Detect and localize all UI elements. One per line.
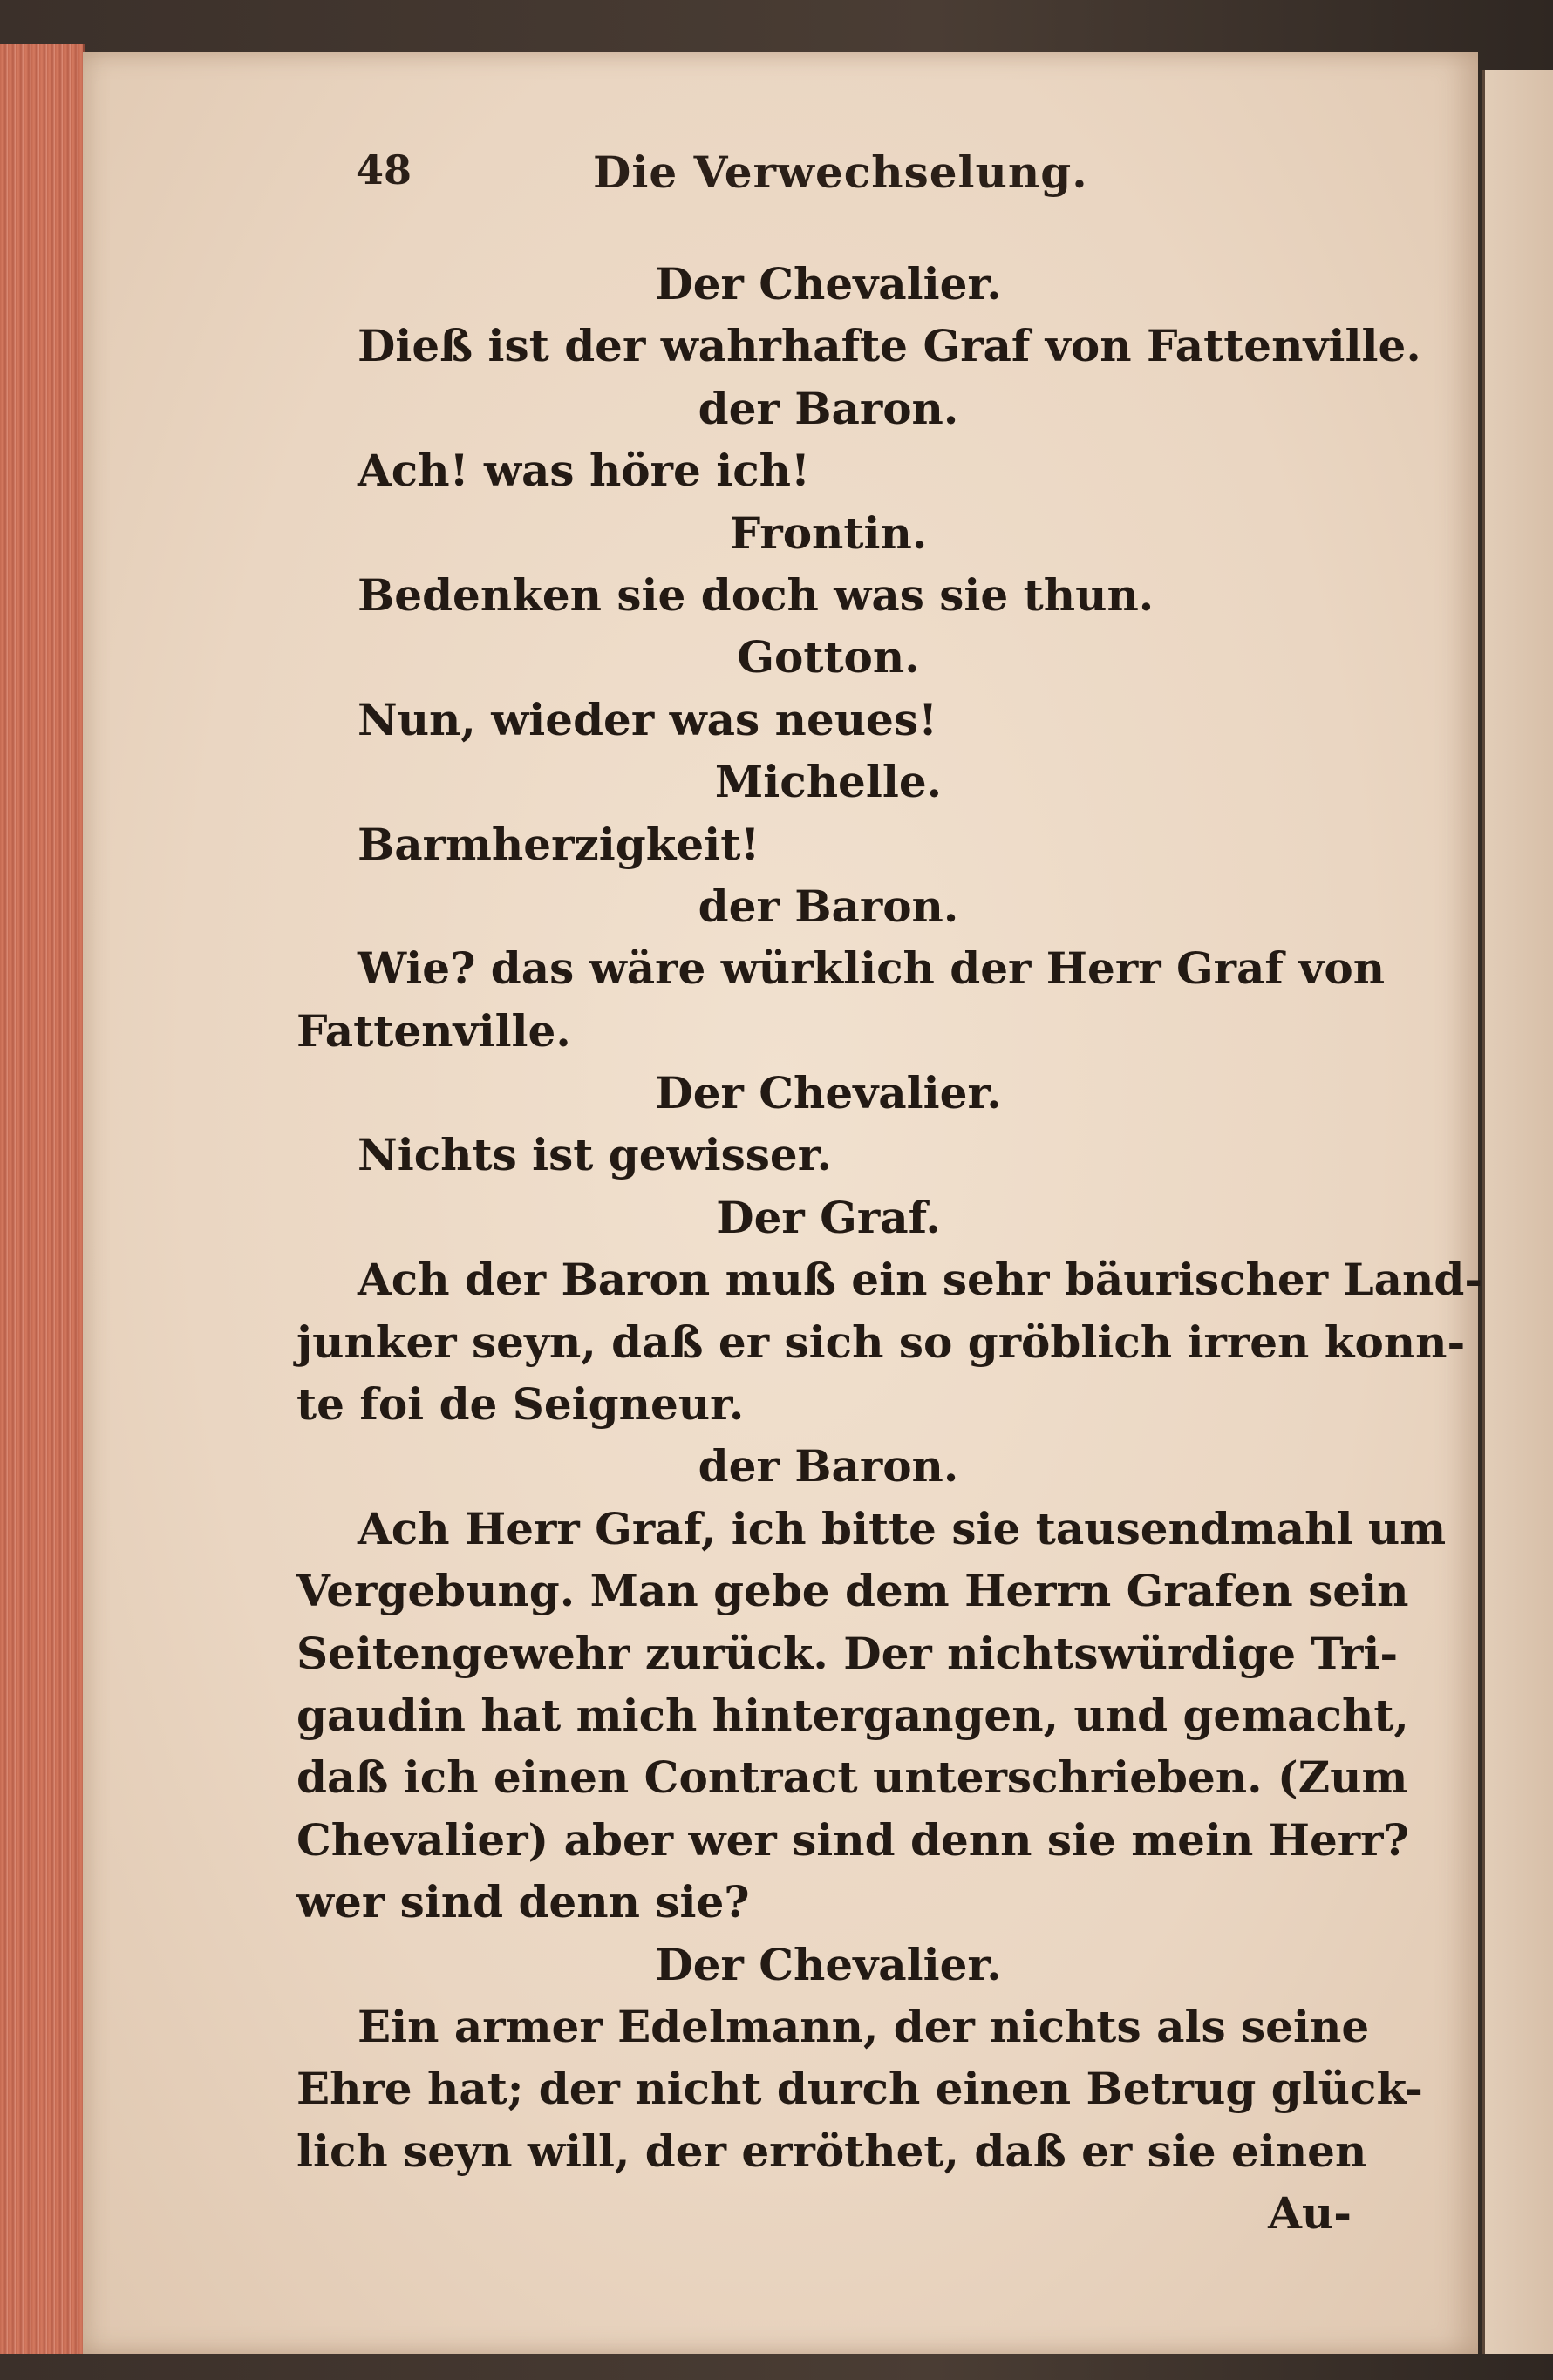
page-number: 48 (356, 146, 412, 194)
speech-line: Nun, wieder was neues! (358, 693, 938, 745)
speaker-name: Michelle. (714, 756, 943, 808)
speaker-name: der Baron. (698, 382, 959, 434)
speech-line: Dieß ist der wahrhafte Graf von Fattenville. (358, 320, 1421, 372)
speaker-name: Gotton. (737, 631, 920, 683)
speech-line: wer sind denn sie? (296, 1876, 750, 1928)
speech-line: Ehre hat; der nicht durch einen Betrug glück- (296, 2063, 1423, 2115)
speech-line: Fattenville. (296, 1004, 571, 1057)
speech-line: Bedenken sie doch was sie thun. (358, 568, 1155, 621)
speaker-name: der Baron. (698, 880, 959, 932)
running-head (0, 146, 1553, 216)
speech-line: Vergebung. Man gebe dem Herrn Grafen sein (296, 1565, 1409, 1617)
speaker-name: Der Chevalier. (655, 1067, 1002, 1119)
book-page-edges (0, 44, 85, 2354)
speech-line: Nichts ist gewisser. (358, 1129, 832, 1181)
speech-line: Ein armer Edelmann, der nichts als seine (358, 2000, 1370, 2052)
speaker-name: Frontin. (729, 507, 928, 559)
running-title: Die Verwechselung. (593, 146, 1088, 198)
speaker-name: Der Chevalier. (655, 258, 1002, 309)
speaker-name: Der Graf. (716, 1191, 941, 1243)
speaker-name: Der Chevalier. (655, 1938, 1002, 1990)
play-text (296, 253, 1483, 2245)
speech-line: Ach der Baron muß ein sehr bäurischer Land- (358, 1254, 1483, 1306)
speaker-name: der Baron. (698, 1440, 959, 1493)
speech-line: te foi de Seigneur. (296, 1378, 745, 1431)
speech-line: Barmherzigkeit! (358, 818, 760, 870)
speech-line: Wie? das wäre würklich der Herr Graf von (358, 942, 1386, 995)
speech-line: Seitengewehr zurück. Der nichtswürdige Tri- (296, 1627, 1399, 1679)
speech-line: Ach! was höre ich! (358, 445, 810, 497)
speech-line: gaudin hat mich hintergangen, und gemacht, (296, 1689, 1409, 1741)
speech-line: junker seyn, daß er sich so gröblich irren konn- (296, 1316, 1466, 1368)
speech-line: daß ich einen Contract unterschrieben. (Zum (296, 1751, 1408, 1804)
catchword: Au- (1268, 2187, 1352, 2240)
speech-line: Chevalier) aber wer sind denn sie mein Herr? (296, 1813, 1409, 1866)
speech-line: Ach Herr Graf, ich bitte sie tausendmahl um (358, 1502, 1447, 1554)
facing-page-edge (1482, 70, 1553, 2354)
speech-line: lich seyn will, der erröthet, daß er sie einen (296, 2125, 1367, 2177)
